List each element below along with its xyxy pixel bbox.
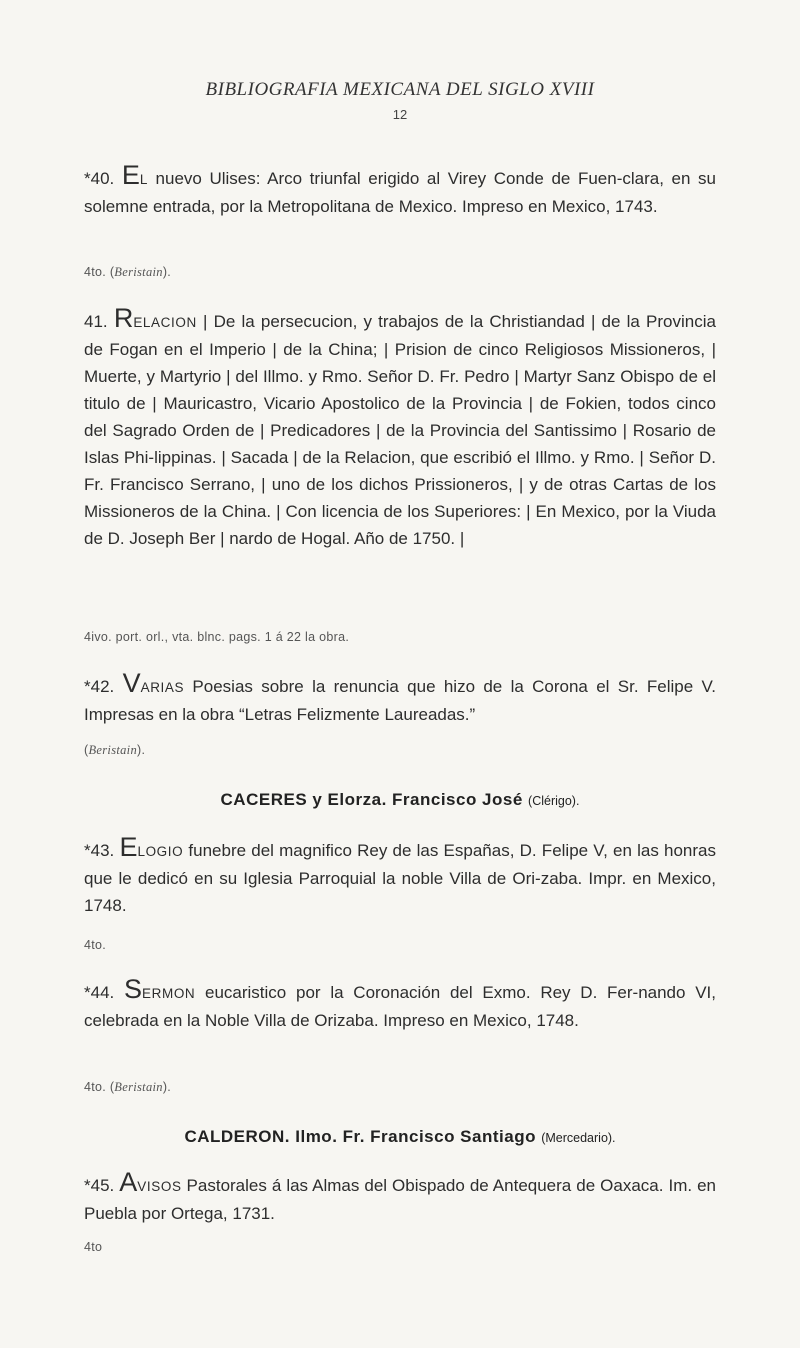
smallcaps-word: L: [139, 172, 148, 187]
entry-text: Poesias sobre la renuncia que hizo de la Corona el Sr. Felipe V. Impresas en la obra “Letras Felizmente Laureadas.”: [84, 677, 716, 724]
initial-letter: R: [113, 303, 134, 333]
initial-letter: E: [119, 832, 138, 862]
entry-number: *44.: [84, 983, 115, 1002]
bibliography-entry-44: [84, 974, 716, 1034]
bibliography-entry-42: [84, 668, 716, 728]
initial-letter: E: [121, 160, 140, 190]
entry-number: 41.: [84, 312, 108, 331]
entry-text: eucaristico por la Coronación del Exmo. Rey D. Fer-nando VI, celebrada en la Noble Villa de Orizaba. Impreso en Mexico, 1748.: [84, 983, 716, 1030]
entry-text: funebre del magnifico Rey de las Españas, D. Felipe V, en las honras que le dedicó en su Iglesia Parroquial la noble Villa de Ori-zaba. Impr. en Mexico, 1748.: [84, 841, 716, 915]
initial-letter: S: [124, 974, 143, 1004]
bibliography-entry-40: [84, 160, 716, 220]
entry-number: *40.: [84, 169, 115, 188]
smallcaps-word: ERMON: [142, 986, 196, 1001]
entry-text: nuevo Ulises: Arco triunfal erigido al Virey Conde de Fuen-clara, en su solemne entrada, por la Metropolitana de Mexico. Impreso en Mexico, 1743.: [84, 169, 716, 216]
entry-number: *43.: [84, 841, 115, 860]
page-number: 12: [392, 107, 408, 122]
smallcaps-word: ELACION: [133, 315, 197, 330]
running-head: BIBLIOGRAFIA MEXICANA DEL SIGLO XVIII: [205, 79, 595, 100]
author-heading: CACERES y Elorza. Francisco José (Clérigo).: [220, 790, 580, 809]
initial-letter: V: [122, 668, 141, 698]
entry-note-42: (Beristain).: [84, 743, 146, 757]
author-heading: CALDERON. Ilmo. Fr. Francisco Santiago (Mercedario).: [184, 1127, 616, 1146]
bibliography-entry-43: [84, 832, 716, 919]
entry-number: *42.: [84, 677, 115, 696]
entry-note-41: 4ivo. port. orl., vta. blnc. pags. 1 á 22 la obra.: [84, 630, 350, 644]
bibliography-entry-45: [84, 1167, 716, 1227]
entry-number: *45.: [84, 1176, 115, 1195]
entry-note-43: 4to.: [84, 938, 107, 952]
entry-note-44: 4to. (Beristain).: [84, 1080, 172, 1094]
entry-note-45: 4to: [84, 1240, 103, 1254]
entry-note-40: 4to. (Beristain).: [84, 265, 172, 279]
initial-letter: A: [119, 1167, 138, 1197]
bibliography-entry-41: [84, 303, 716, 552]
smallcaps-word: VISOS: [137, 1179, 182, 1194]
smallcaps-word: ARIAS: [140, 680, 185, 695]
entry-text: Pastorales á las Almas del Obispado de Antequera de Oaxaca. Im. en Puebla por Ortega, 1731.: [84, 1176, 716, 1223]
smallcaps-word: LOGIO: [137, 844, 184, 859]
entry-text: | De la persecucion, y trabajos de la Christiandad | de la Provincia de Fogan en el Imperio | de la China; | Prision de cinco Religiosos Missioneros, | Muerte, y Martyrio | del Illmo. y Rmo. Señor D. Fr. Pedro | Martyr Sanz Obispo de el titulo de | Mauricastro, Vicario Apostolico de la Provincia | de Fokien, todos cinco del Sagrado Orden de | Predicadores | de la Provincia del Santissimo | Rosario de Islas Phi-lippinas. | Sacada | de la Relacion, que escribió el Illmo. y Rmo. | Señor D. Fr. Francisco Serrano, | uno de los dichos Prissioneros, | y de otras Cartas de los Missioneros de la China. | Con licencia de los Superiores: | En Mexico, por la Viuda de D. Joseph Ber | nardo de Hogal. Año de 1750. |: [84, 312, 716, 548]
